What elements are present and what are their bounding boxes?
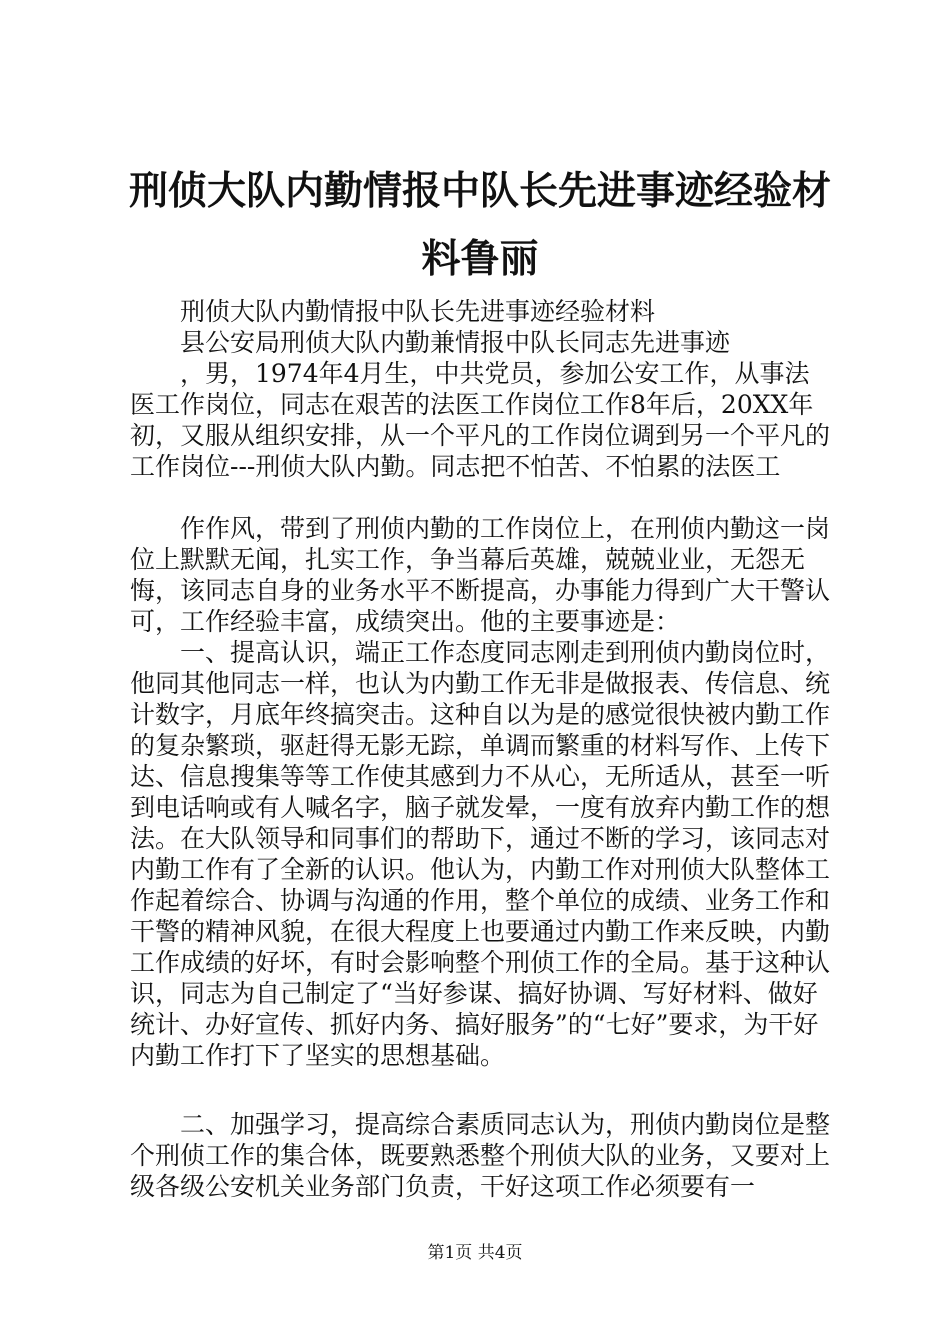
page-number-footer: 第1页 共4页 — [427, 1243, 523, 1263]
paragraph-heading: 县公安局刑侦大队内勤兼情报中队长同志先进事迹 — [180, 328, 731, 357]
document-body — [130, 296, 830, 1202]
paragraph-subtitle: 刑侦大队内勤情报中队长先进事迹经验材料 — [180, 297, 656, 326]
paragraph-section-one: 一、提高认识，端正工作态度同志刚走到刑侦内勤岗位时，他同其他同志一样，也认为内勤工作无非是做报表、传信息、统计数字，月底年终搞突击。这种自以为是的感觉很快被内勤工作的复杂繁琐，驱赶得无影无踪，单调而繁重的材料写作、上传下达、信息搜集等等工作使其感到力不从心，无所适从，甚至一听到电话响或有人喊名字，脑子就发晕，一度有放弃内勤工作的想法。在大队领导和同事们的帮助下，通过不断的学习，该同志对内勤工作有了全新的认识。他认为，内勤工作对刑侦大队整体工作起着综合、协调与沟通的作用，整个单位的成绩、业务工作和干警的精神风貌，在很大程度上也要通过内勤工作来反映，内勤工作成绩的好坏，有时会影响整个刑侦工作的全局。基于这种认识，同志为自己制定了“当好参谋、搞好协调、写好材料、做好统计、办好宣传、抓好内务、搞好服务”的“七好”要求，为干好内勤工作打下了坚实的思想基础。 — [130, 638, 831, 1070]
paragraph-gap — [130, 1071, 830, 1109]
paragraph-intro: ，男，1974年4月生，中共党员，参加公安工作，从事法医工作岗位，同志在艰苦的法医工作岗位工作8年后，20XX年初，又服从组织安排，从一个平凡的工作岗位调到另一个平凡的工作岗位---刑侦大队内勤。同志把不怕苦、不怕累的法医工 — [130, 359, 831, 481]
paragraph-style: 作作风，带到了刑侦内勤的工作岗位上，在刑侦内勤这一岗位上默默无闻，扎实工作，争当幕后英雄，兢兢业业，无怨无悔，该同志自身的业务水平不断提高，办事能力得到广大干警认可，工作经验丰富，成绩突出。他的主要事迹是： — [130, 514, 831, 636]
document-title: 刑侦大队内勤情报中队长先进事迹经验材料鲁丽 — [128, 169, 831, 282]
paragraph-gap — [130, 482, 830, 513]
paragraph-section-two: 二、加强学习，提高综合素质同志认为，刑侦内勤岗位是整个刑侦工作的集合体，既要熟悉整个刑侦大队的业务，又要对上级各级公安机关业务部门负责，干好这项工作必须要有一 — [130, 1110, 831, 1201]
